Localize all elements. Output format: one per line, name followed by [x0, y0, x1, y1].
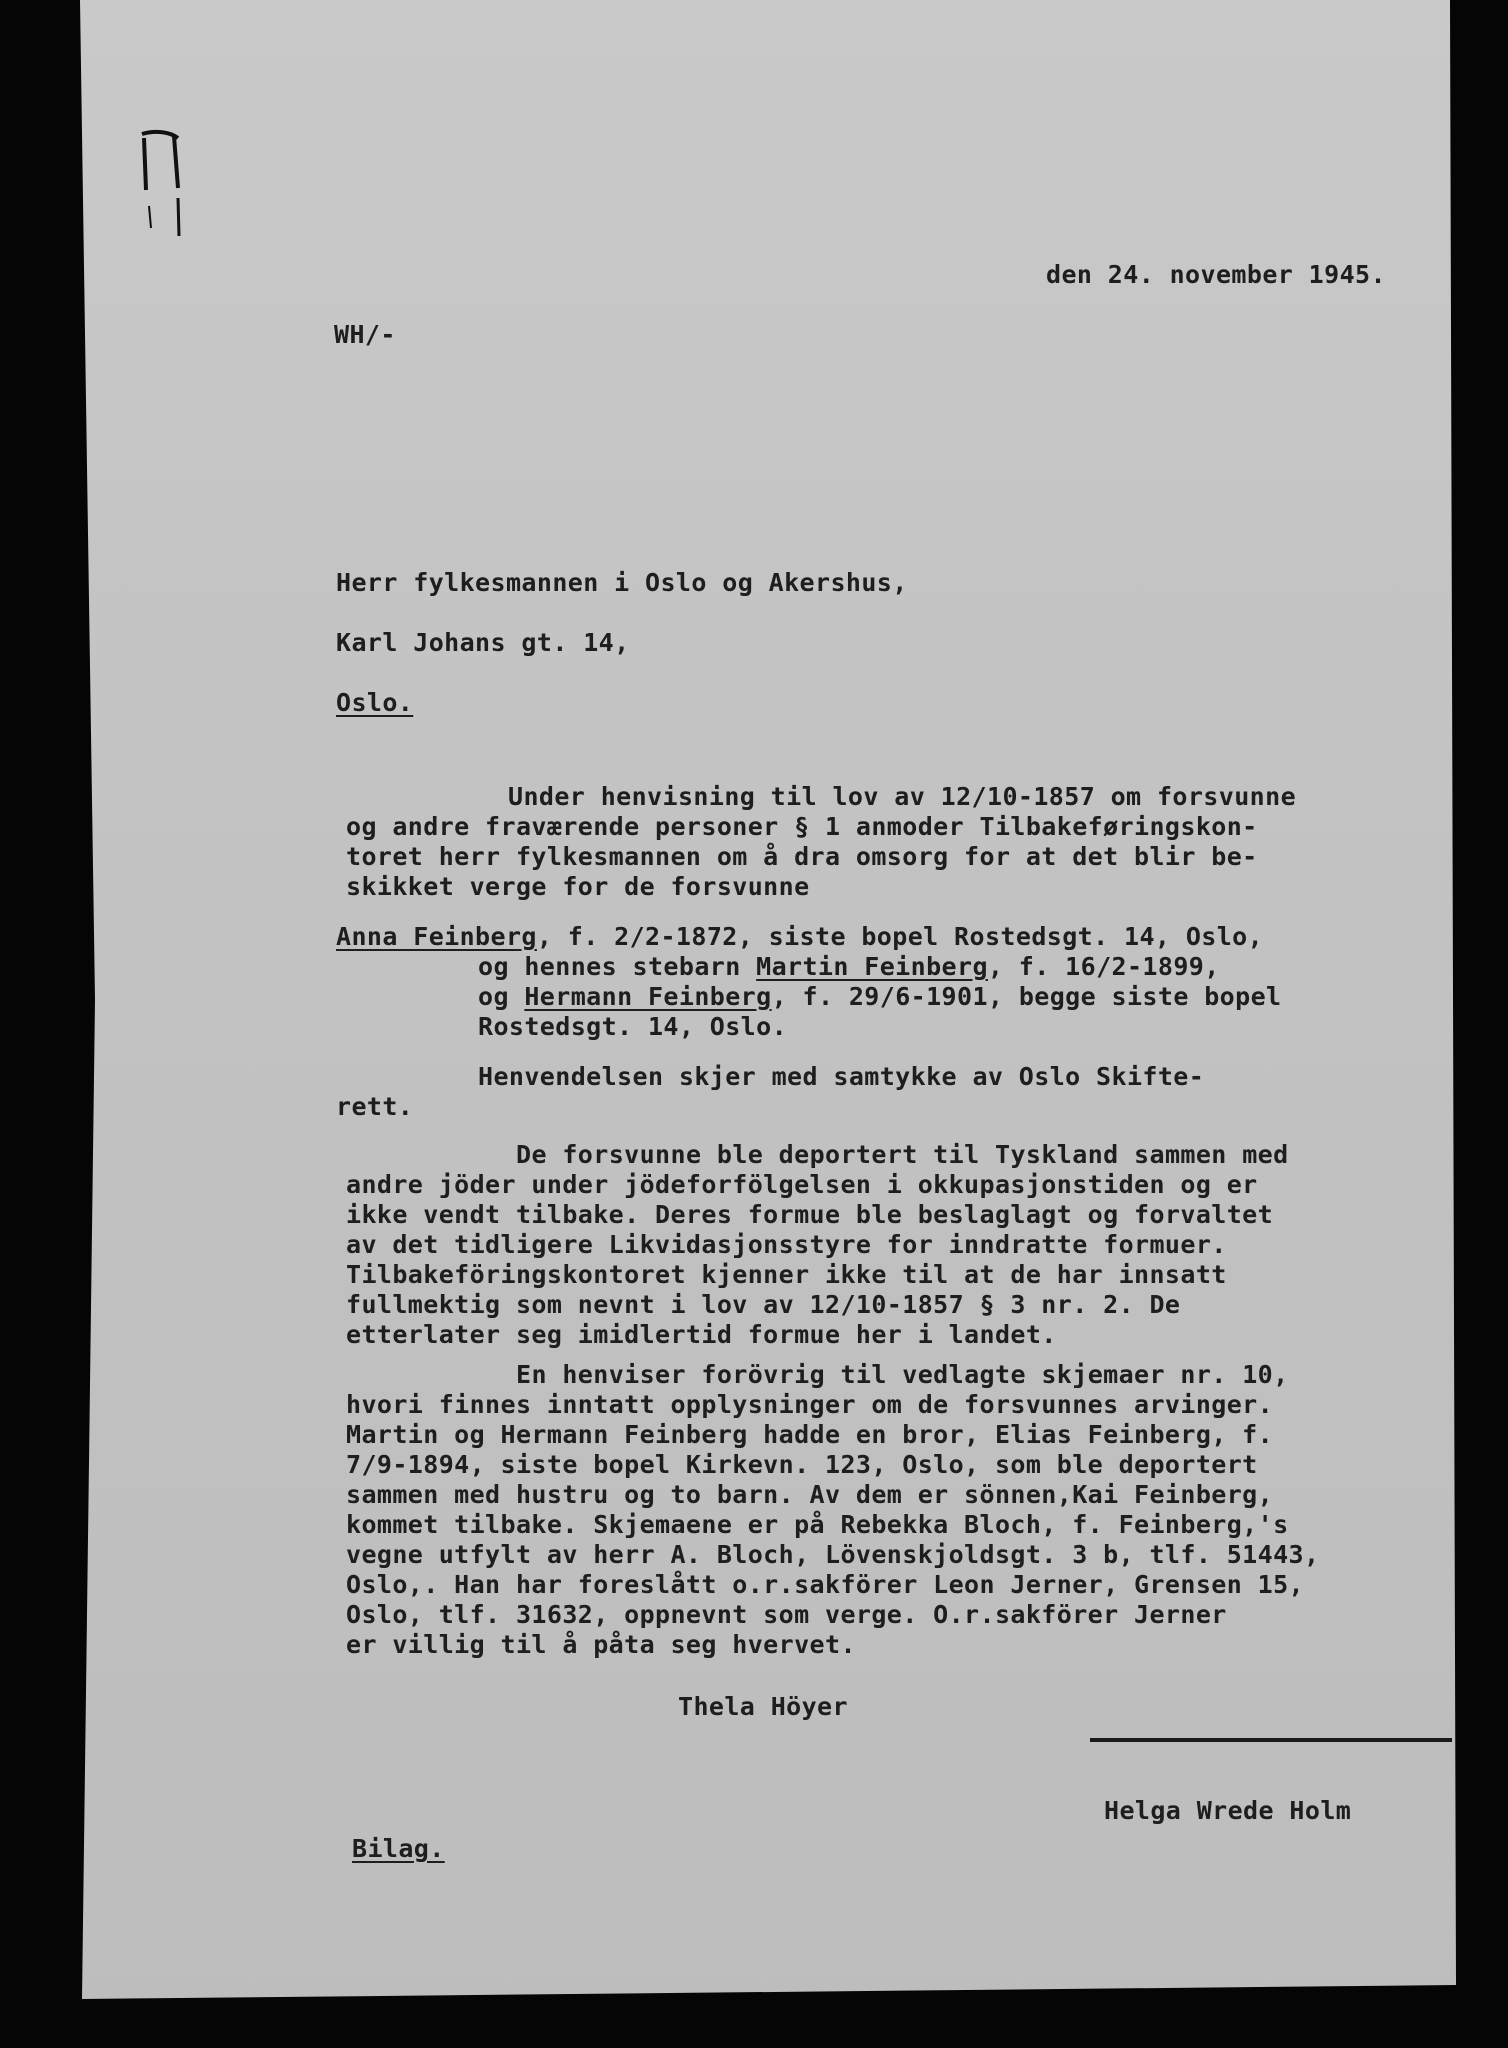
text-line: kommet tilbake. Skjemaene er på Rebekka Bloch, f. Feinberg,'s — [346, 1510, 1289, 1539]
signature-helga: Helga Wrede Holm — [1104, 1796, 1352, 1825]
text-line: er villig til å påta seg hvervet. — [346, 1630, 856, 1659]
text-line: Martin og Hermann Feinberg hadde en bror, Elias Feinberg, f. — [346, 1420, 1274, 1449]
recipient-line-2: Karl Johans gt. 14, — [336, 628, 630, 657]
text-line: etterlater seg imidlertid formue her i landet. — [346, 1320, 1057, 1349]
person-line-martin — [478, 952, 1220, 982]
text-line: rett. — [336, 1092, 414, 1121]
person-name: Martin Feinberg — [756, 952, 988, 981]
person-details: , f. 2/2-1872, siste bopel Rostedsgt. 14, Oslo, — [536, 922, 1264, 951]
person-details: , f. 16/2-1899, — [987, 952, 1220, 981]
text-line: vegne utfylt av herr A. Bloch, Lövenskjoldsgt. 3 b, tlf. 51443, — [346, 1540, 1320, 1569]
text-line: av det tidligere Likvidasjonsstyre for inndratte formuer. — [346, 1230, 1227, 1259]
text-line: Under henvisning til lov av 12/10-1857 om forsvunne — [508, 782, 1297, 811]
text-fragment: og — [478, 982, 525, 1011]
reference-code: WH/- — [334, 320, 396, 349]
text-line: og andre fraværende personer § 1 anmoder Tilbakeføringskon- — [346, 812, 1258, 841]
person-line-address: Rostedsgt. 14, Oslo. — [478, 1012, 788, 1041]
person-name: Hermann Feinberg — [524, 982, 772, 1011]
text-line: skikket verge for de forsvunne — [346, 872, 810, 901]
text-line: Tilbakeföringskontoret kjenner ikke til at de har innsatt — [346, 1260, 1227, 1289]
text-line: andre jöder under jödeforfölgelsen i okkupasjonstiden og er — [346, 1170, 1258, 1199]
text-line: fullmektig som nevnt i lov av 12/10-1857 § 3 nr. 2. De — [346, 1290, 1181, 1319]
person-details: , f. 29/6-1901, begge siste bopel — [771, 982, 1282, 1011]
text-line: Oslo,. Han har foreslått o.r.sakförer Leon Jerner, Grensen 15, — [346, 1570, 1304, 1599]
enclosure-label: Bilag. — [352, 1834, 445, 1863]
person-line-anna — [336, 922, 1263, 952]
text-line: sammen med hustru og to barn. Av dem er sönnen,Kai Feinberg, — [346, 1480, 1274, 1509]
recipient-city: Oslo. — [336, 688, 414, 717]
letter-date: den 24. november 1945. — [1046, 260, 1386, 289]
signature-rule — [1090, 1738, 1452, 1742]
handwritten-mark — [134, 128, 194, 248]
person-line-hermann — [478, 982, 1282, 1012]
recipient-line-1: Herr fylkesmannen i Oslo og Akershus, — [336, 568, 908, 597]
text-line: Oslo, tlf. 31632, oppnevnt som verge. O.r.sakförer Jerner — [346, 1600, 1227, 1629]
text-line: En henviser forövrig til vedlagte skjemaer nr. 10, — [516, 1360, 1289, 1389]
text-line: Henvendelsen skjer med samtykke av Oslo Skifte- — [478, 1062, 1205, 1091]
text-line: toret herr fylkesmannen om å dra omsorg for at det blir be- — [346, 842, 1258, 871]
person-name: Anna Feinberg — [336, 922, 537, 951]
text-line: hvori finnes inntatt opplysninger om de forsvunnes arvinger. — [346, 1390, 1274, 1419]
text-line: 7/9-1894, siste bopel Kirkevn. 123, Oslo, som ble deportert — [346, 1450, 1258, 1479]
text-line: ikke vendt tilbake. Deres formue ble beslaglagt og forvaltet — [346, 1200, 1274, 1229]
signature-thela: Thela Höyer — [678, 1692, 848, 1721]
text-fragment: og hennes stebarn — [478, 952, 757, 981]
text-line: De forsvunne ble deportert til Tyskland sammen med — [516, 1140, 1289, 1169]
